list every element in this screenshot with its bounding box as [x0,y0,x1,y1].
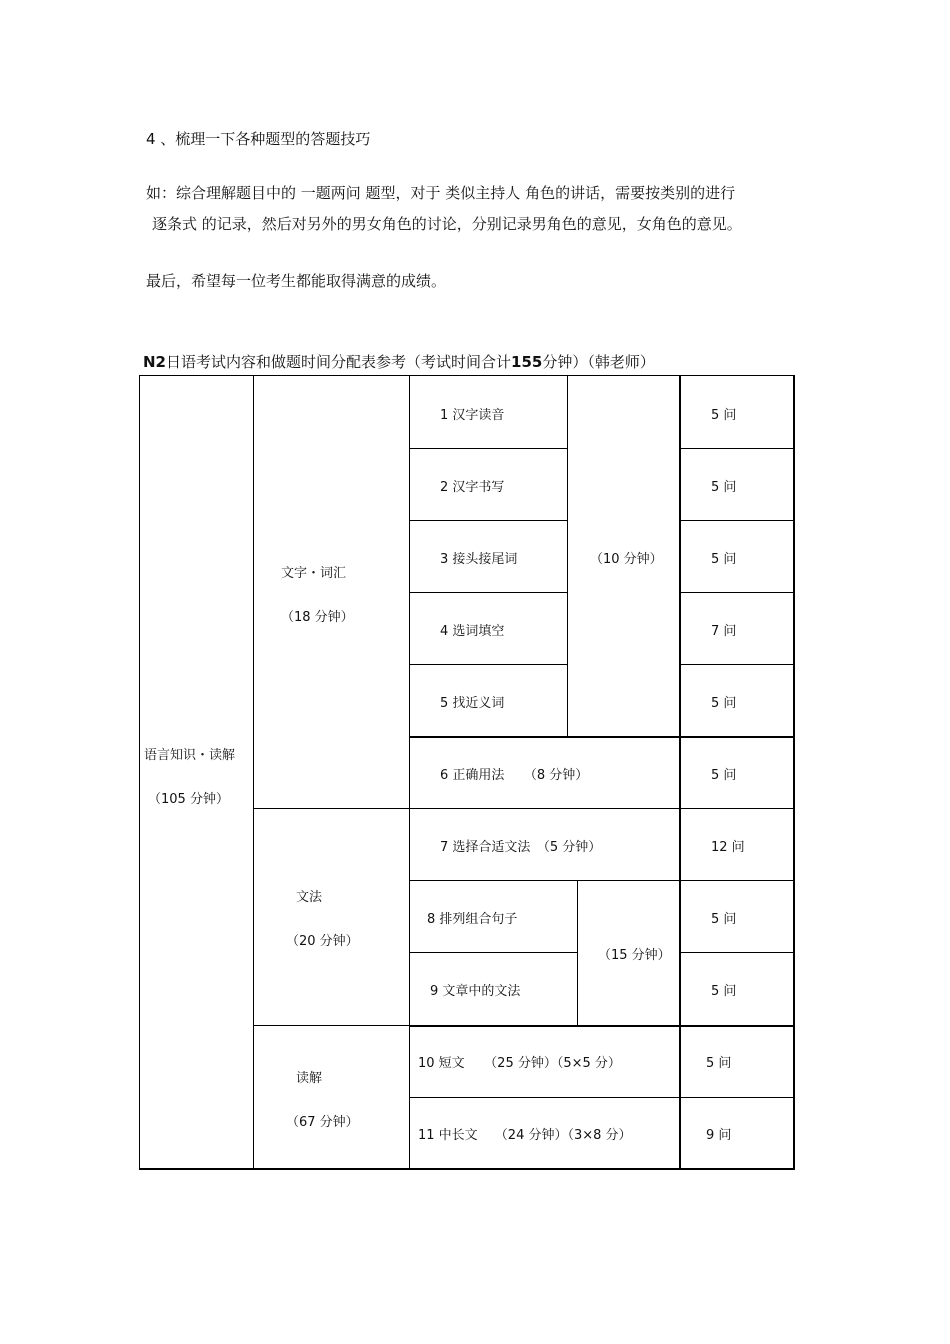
count-cell-10 [680,1025,794,1098]
item-label-10: 10 短文 （25 分钟）（5×5 分） [418,1056,621,1071]
item-label-11: 11 中长文 （24 分钟）（3×8 分） [418,1128,632,1143]
item-label-1: 1 汉字读音 [440,408,505,423]
item-label-8: 8 排列组合句子 [427,912,518,927]
table-title-suffix: 分钟）（韩老师） [542,353,655,371]
section-time: （105 分钟） [148,792,229,807]
group-cell-vocab [253,375,410,809]
paragraph-line-1: 如：综合理解题目中的 一题两问 题型，对于 类似主持人 角色的讲话，需要按类别的进行 [146,184,736,202]
group-name-vocab: 文字・词汇 [281,566,347,581]
count-column-rule [679,375,681,1170]
count-cell-1 [680,375,794,449]
group-time-grammar: （20 分钟） [286,934,359,949]
group-time-reading: （67 分钟） [286,1115,359,1130]
group-cell-grammar [253,808,410,1026]
table-title-level: N2 [143,353,166,371]
item-label-5: 5 找近义词 [440,696,505,711]
count-5: 5 问 [711,696,737,711]
item-label-9: 9 文章中的文法 [430,984,521,999]
count-3: 5 问 [711,552,737,567]
vocab-shared-time: （10 分钟） [590,552,663,567]
count-4: 7 问 [711,624,737,639]
closing-sentence: 最后，希望每一位考生都能取得满意的成绩。 [146,272,447,290]
table-bottom-edge [139,1168,795,1170]
table-title-total: 155 [511,353,543,371]
group-cell-reading [253,1025,410,1170]
count-7: 12 问 [711,840,745,855]
count-1: 5 问 [711,408,737,423]
section-cell [139,375,254,1170]
item-label-6: 6 正确用法 （8 分钟） [440,768,589,783]
count-cell-11 [680,1097,794,1170]
item-label-4: 4 选词填空 [440,624,505,639]
count-cell-8 [680,880,794,953]
section-name: 语言知识・读解 [144,748,236,763]
item-label-7: 7 选择合适文法 （5 分钟） [440,840,602,855]
count-cell-6 [680,736,794,809]
count-11: 9 问 [706,1128,732,1143]
count-8: 5 问 [711,912,737,927]
paragraph-line-2: 逐条式 的记录，然后对另外的男女角色的讨论，分别记录男角色的意见，女角色的意见。 [152,215,742,233]
count-cell-9 [680,952,794,1026]
group-name-grammar: 文法 [296,890,323,905]
count-2: 5 问 [711,480,737,495]
count-cell-4 [680,592,794,665]
table-right-edge [793,375,795,1170]
grammar-shared-time: （15 分钟） [598,948,671,963]
group-name-reading: 读解 [296,1071,323,1086]
group-time-vocab: （18 分钟） [281,610,354,625]
table-title-text: 日语考试内容和做题时间分配表参考（考试时间合计 [166,353,512,371]
count-cell-2 [680,448,794,521]
count-10: 5 问 [706,1056,732,1071]
item-label-3: 3 接头接尾词 [440,552,518,567]
section-heading: 4 、梳理一下各种题型的答题技巧 [146,130,371,148]
item-label-2: 2 汉字书写 [440,480,505,495]
count-cell-3 [680,520,794,593]
count-6: 5 问 [711,768,737,783]
count-9: 5 问 [711,984,737,999]
count-cell-5 [680,664,794,737]
